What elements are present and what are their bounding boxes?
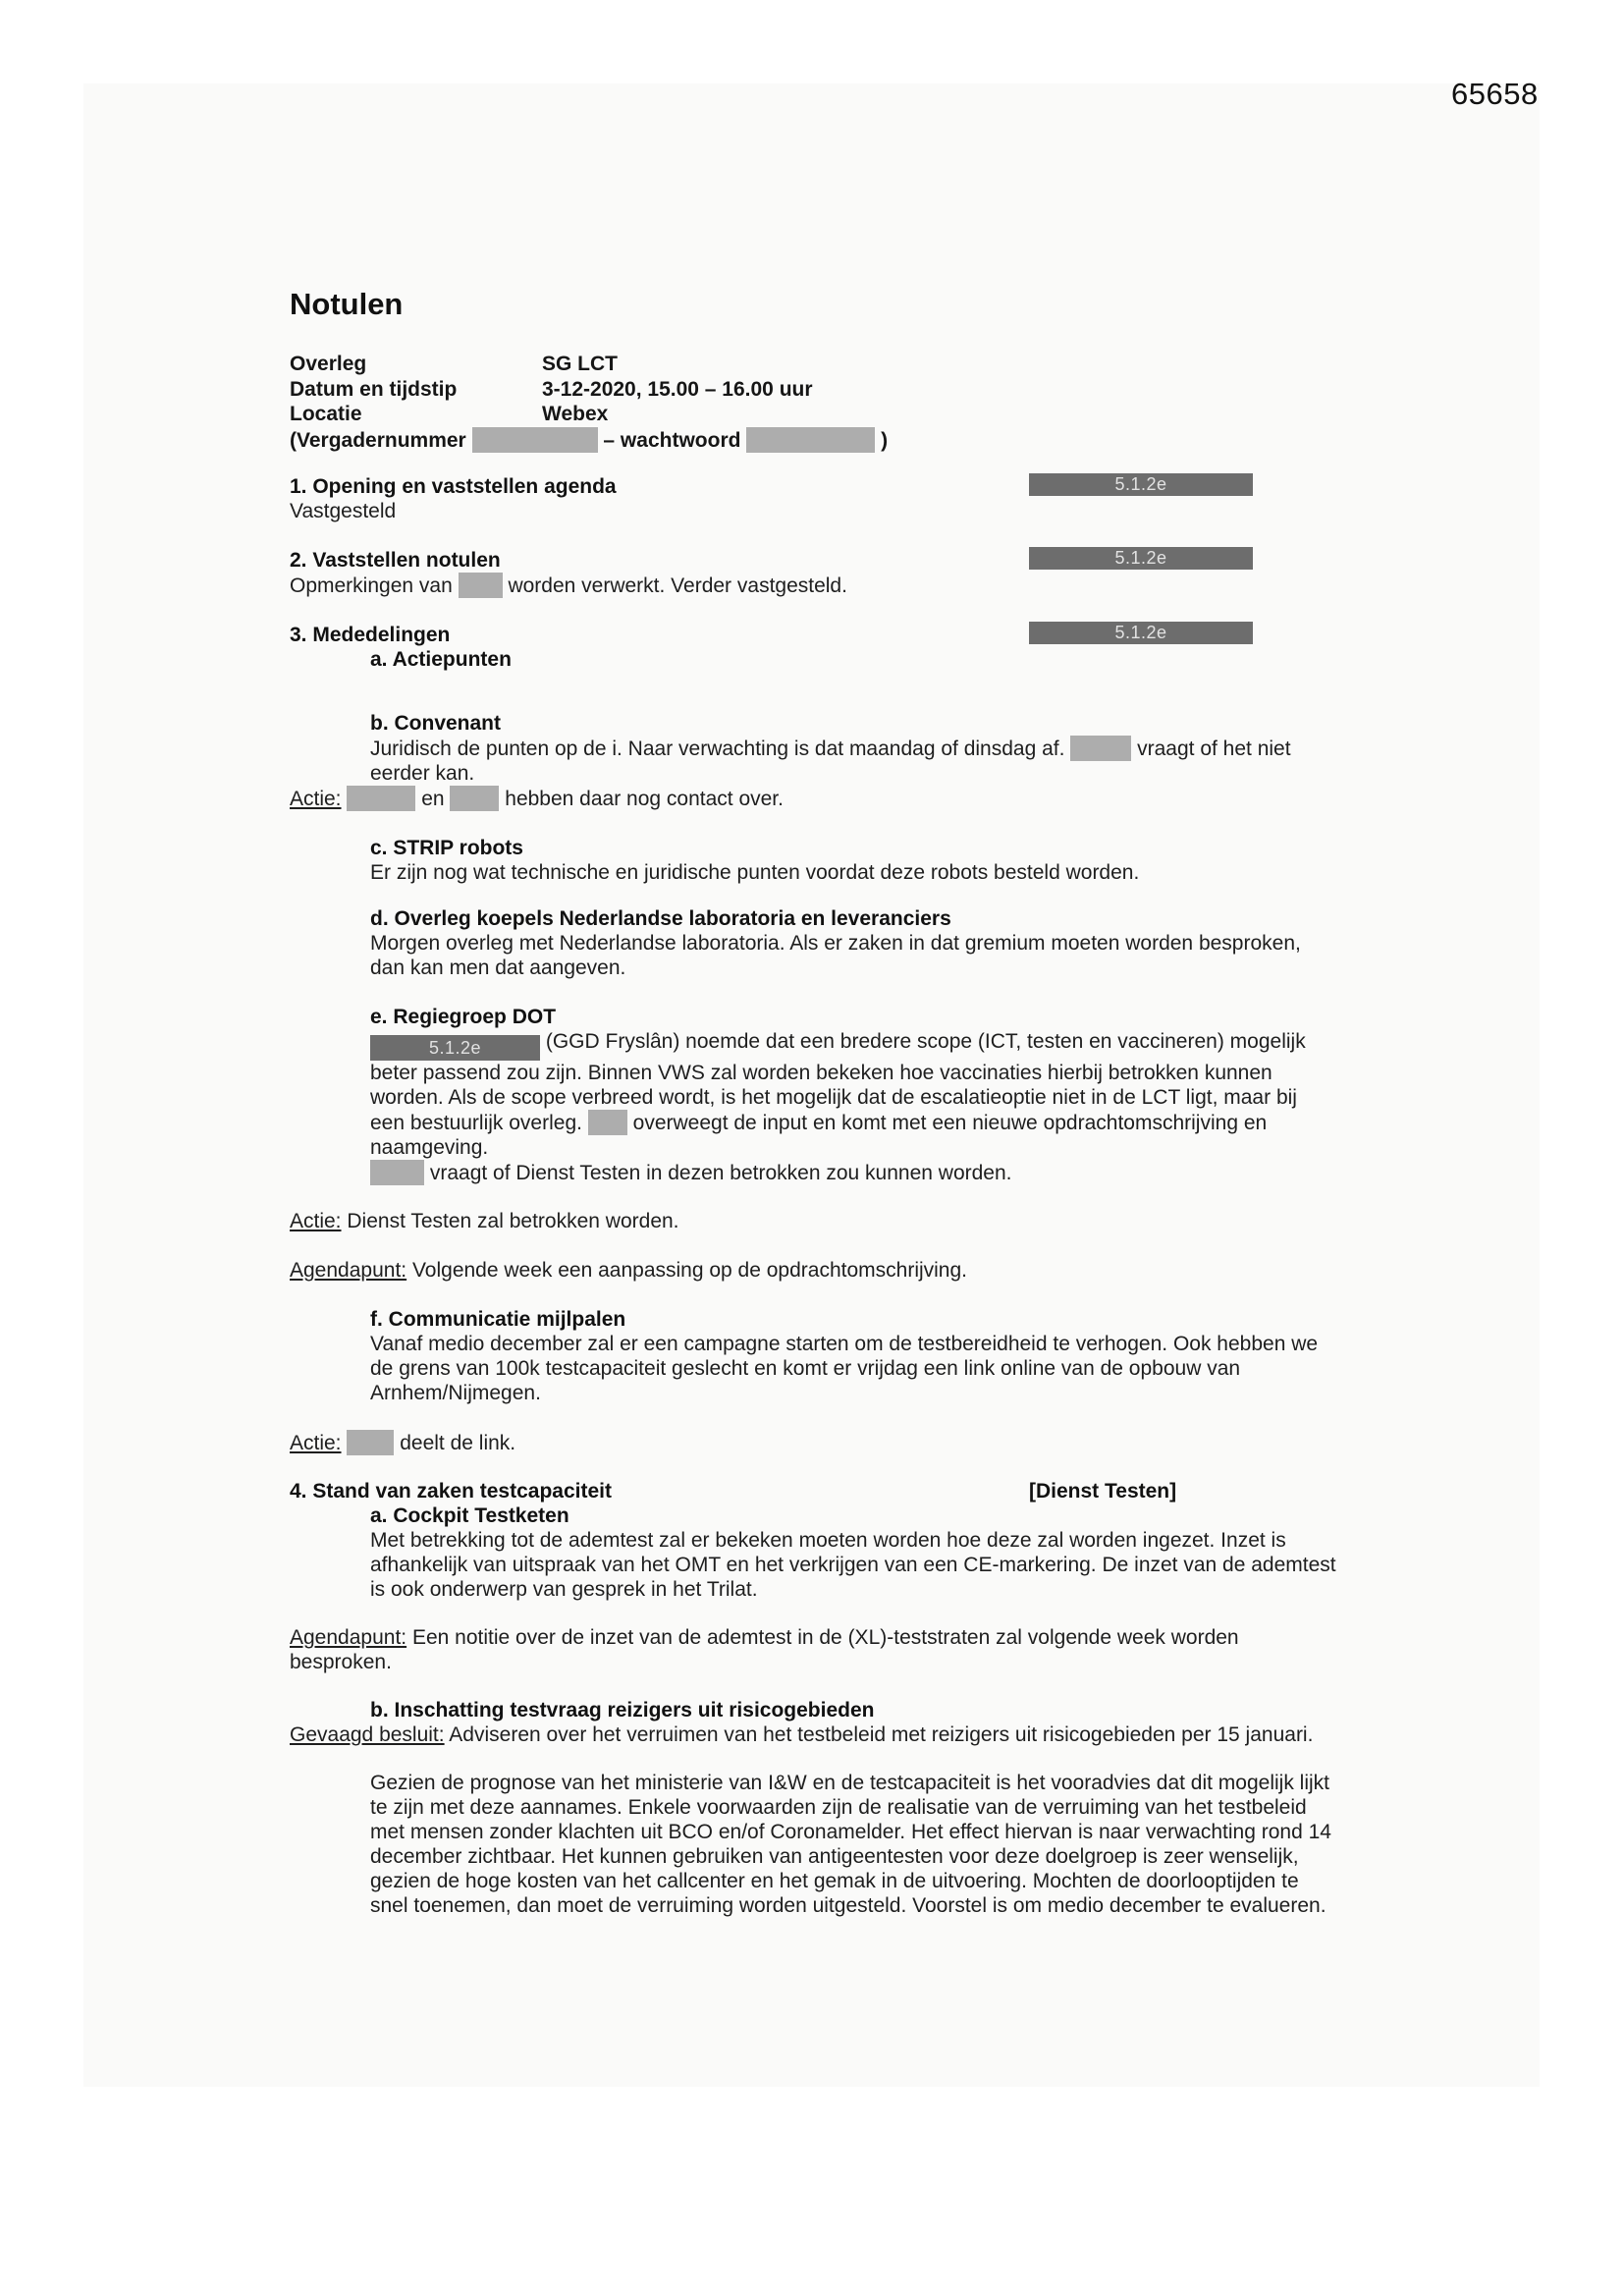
document-title: Notulen: [290, 287, 404, 321]
meta-row-vergadernummer: [290, 427, 1336, 454]
redaction-box: [588, 1110, 627, 1135]
agendapunt-label: Agendapunt:: [290, 1259, 407, 1282]
redaction-bar: 5.1.2e: [370, 1035, 540, 1061]
redaction-bar: 5.1.2e: [1029, 547, 1253, 570]
actie-label: Actie:: [290, 788, 342, 810]
redaction-box: [450, 786, 499, 811]
redaction-box: [347, 786, 415, 811]
section-4-agendapunt-line: [290, 1625, 1336, 1674]
section-3-heading-row: [290, 623, 1336, 647]
section-3e-text-1: (GGD Fryslân) noemde dat een bredere scope (ICT, testen en vaccineren) mogelijk beter passend zou zijn. Binnen VWS zal worden bekeken hoe vaccinaties hierbij betrokken kunnen worden. Als de scope verbreed wordt, is het mogelijk dat de escalatieoptie niet in de LCT ligt, maar bij een bestuurlijk overleg.: [370, 1030, 1306, 1134]
meta-label-datum: Datum en tijdstip: [290, 377, 458, 401]
section-1-heading-row: [290, 474, 1336, 499]
section-3c-heading: c. STRIP robots: [370, 837, 523, 859]
section-3b-actie-mid: en: [421, 788, 445, 810]
section-4a-paragraph: Met betrekking tot de ademtest zal er bekeken moeten worden hoe deze zal worden ingezet. Inzet is afhankelijk van uitspraak van het OMT en het verkrijgen van een CE-markering. De inzet van de ademtest is ook onderwerp van gesprek in het Trilat.: [370, 1529, 1336, 1601]
document-content: [290, 287, 1336, 1918]
section-3b-text-2: vraagt of het niet eerder kan.: [370, 738, 1291, 785]
section-3b-paragraph: [370, 736, 1336, 786]
section-4b-paragraph: Gezien de prognose van het ministerie van I&W en de testcapaciteit is het vooradvies dat dit mogelijk lijkt te zijn met deze aannames. Enkele voorwaarden zijn de realisatie van de verruiming van het testbeleid met mensen zonder klachten uit BCO en/of Coronamelder. Het effect hiervan is naar verwachting rond 14 december zichtbaar. Het kunnen gebruiken van antigeentesten voor deze doelgroep is zeer wenselijk, gezien de hoge kosten van het callcenter en het gemak in de uitvoering. Mochten de doorlooptijden te snel toenemen, dan moet de verruiming worden uitgesteld. Voorstel is om medio december te evalueren.: [370, 1772, 1331, 1917]
actie-label: Actie:: [290, 1432, 342, 1454]
section-4-agendapunt-text: Een notitie over de inzet van de ademtest in de (XL)-teststraten zal volgende week worden besproken.: [290, 1626, 1239, 1673]
section-2-body: [290, 573, 1336, 598]
section-2-heading: 2. Vaststellen notulen: [290, 549, 501, 572]
redaction-box: [459, 573, 503, 598]
meta-row-datum: [290, 377, 1336, 403]
meta-row-overleg: [290, 352, 1336, 377]
section-3-actie-text: Dienst Testen zal betrokken worden.: [347, 1210, 679, 1232]
meta-row-locatie: [290, 402, 1336, 427]
section-4-heading: 4. Stand van zaken testcapaciteit: [290, 1480, 612, 1503]
section-3d-paragraph: Morgen overleg met Nederlandse laboratoria. Als er zaken in dat gremium moeten worden besproken, dan kan men dat aangeven.: [370, 932, 1301, 979]
section-3b-actie-line: [290, 786, 1336, 811]
section-3-agendapunt-text: Volgende week een aanpassing op de opdrachtomschrijving.: [411, 1259, 968, 1282]
redaction-box: [370, 1160, 424, 1185]
section-3e-heading: e. Regiegroep DOT: [370, 1006, 557, 1028]
redaction-box: [1070, 736, 1131, 761]
section-3c-paragraph: Er zijn nog wat technische en juridische punten voordat deze robots besteld worden.: [370, 861, 1140, 884]
redaction-box: [746, 427, 875, 453]
section-4b-besluit-line: [290, 1722, 1336, 1747]
meta-value-datum: 3-12-2020, 15.00 – 16.00 uur: [542, 377, 813, 401]
meta-label-locatie: Locatie: [290, 403, 362, 425]
section-3f-actie-line: [290, 1430, 1336, 1455]
section-4b-heading: b. Inschatting testvraag reizigers uit risicogebieden: [370, 1699, 875, 1722]
meta-value-overleg: SG LCT: [542, 353, 618, 375]
redaction-bar: 5.1.2e: [1029, 622, 1253, 644]
section-3d-heading: d. Overleg koepels Nederlandse laboratoria en leveranciers: [370, 907, 951, 930]
section-3a-heading: a. Actiepunten: [370, 648, 512, 671]
redaction-bar: 5.1.2e: [1029, 473, 1253, 496]
section-3f-paragraph: Vanaf medio december zal er een campagne starten om de testbereidheid te verhogen. Ook hebben we de grens van 100k testcapaciteit geslecht en komt er vrijdag een link online van de opbouw van Arnhem/Nijmegen.: [370, 1333, 1319, 1404]
section-2-text-1: Opmerkingen van: [290, 574, 453, 597]
section-3e-text-3: vraagt of Dienst Testen in dezen betrokken zou kunnen worden.: [429, 1162, 1012, 1184]
section-3f-heading: f. Communicatie mijlpalen: [370, 1308, 626, 1331]
section-3b-actie-text: hebben daar nog contact over.: [505, 788, 784, 810]
section-4a-heading: a. Cockpit Testketen: [370, 1504, 569, 1527]
section-3-heading: 3. Mededelingen: [290, 624, 451, 646]
section-4-heading-right: [Dienst Testen]: [1029, 1480, 1177, 1503]
section-3e-paragraph: [370, 1029, 1336, 1160]
gevraagd-besluit-label: Gevaagd besluit:: [290, 1723, 445, 1746]
section-4-heading-row: [290, 1479, 1336, 1503]
section-3b-text-1: Juridisch de punten op de i. Naar verwachting is dat maandag of dinsdag af.: [370, 738, 1065, 760]
actie-label: Actie:: [290, 1210, 342, 1232]
meta-block: [290, 352, 1336, 453]
section-1-heading: 1. Opening en vaststellen agenda: [290, 475, 617, 498]
section-3-agendapunt-line: [290, 1258, 1336, 1283]
section-2-text-2: worden verwerkt. Verder vastgesteld.: [508, 574, 847, 597]
meta-value-locatie: Webex: [542, 403, 609, 425]
section-3e-text-2: overweegt de input en komt met een nieuwe opdrachtomschrijving en naamgeving.: [370, 1112, 1268, 1159]
section-3-actie-line: [290, 1209, 1336, 1233]
agendapunt-label: Agendapunt:: [290, 1626, 407, 1649]
page-number: 65658: [1451, 77, 1539, 111]
section-3f-actie-text: deelt de link.: [400, 1432, 516, 1454]
section-3e-paragraph-2: [370, 1160, 1336, 1185]
redaction-box: [472, 427, 598, 453]
section-3b-heading: b. Convenant: [370, 712, 502, 735]
vergadernummer-prefix: (Vergadernummer: [290, 428, 466, 452]
vergadernummer-suffix: ): [881, 428, 889, 452]
meta-label-overleg: Overleg: [290, 353, 367, 375]
section-4b-besluit-text: Adviseren over het verruimen van het testbeleid met reizigers uit risicogebieden per 15 januari.: [449, 1723, 1314, 1746]
redaction-box: [347, 1430, 394, 1455]
section-1-body: Vastgesteld: [290, 500, 397, 522]
wachtwoord-label: – wachtwoord: [603, 428, 741, 452]
section-2-heading-row: [290, 548, 1336, 573]
